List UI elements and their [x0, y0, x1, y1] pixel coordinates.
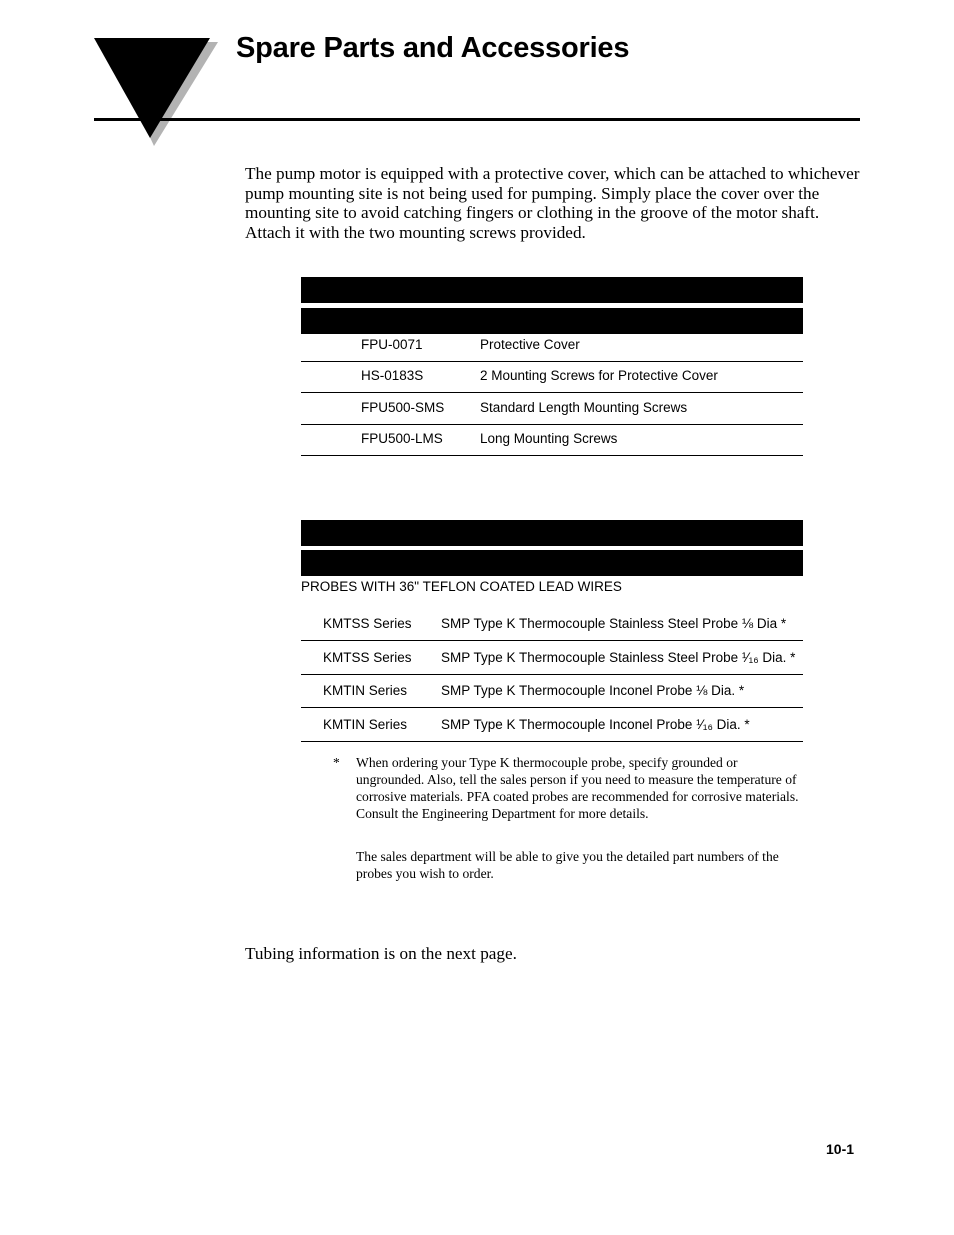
part-description: SMP Type K Thermocouple Stainless Steel Probe ⅛ Dia * [441, 616, 787, 631]
triangle-logo-icon [92, 36, 222, 151]
page-title: Spare Parts and Accessories [236, 32, 630, 64]
part-description: Long Mounting Screws [480, 431, 618, 446]
table-row [301, 608, 803, 641]
part-number: KMTSS Series [323, 650, 412, 665]
part-number: KMTIN Series [323, 717, 408, 732]
next-page-note: Tubing information is on the next page. [245, 944, 517, 963]
part-number: FPU500-LMS [361, 431, 443, 446]
part-number: FPU500-SMS [361, 400, 445, 415]
title-rule [94, 118, 860, 121]
footnote-text: When ordering your Type K thermocouple probe, specify grounded or ungrounded. Also, tell the sales person if you need to measure the temperature of corrosive materials. PFA coated probes are recommended for corrosive materials. Consult the Engineering Department for more details. [356, 755, 799, 821]
part-description: Protective Cover [480, 337, 580, 352]
part-number: FPU-0071 [361, 337, 423, 352]
table-row [301, 330, 803, 362]
part-number: KMTIN Series [323, 683, 408, 698]
part-number: KMTSS Series [323, 616, 412, 631]
part-description: 2 Mounting Screws for Protective Cover [480, 368, 718, 383]
intro-paragraph: The pump motor is equipped with a protective cover, which can be attached to whichever pump mounting site is not being used for pumping. Simply place the cover over the mounting site to avoid catching fingers or clothing in the groove of the motor shaft. Attach it with the two mounting screws provided. [245, 164, 860, 242]
table-row [301, 424, 803, 456]
part-description: SMP Type K Thermocouple Stainless Steel Probe ¹⁄₁₆ Dia. * [441, 650, 796, 665]
part-description: Standard Length Mounting Screws [480, 400, 688, 415]
footnote-marker: * [333, 755, 340, 770]
part-number: HS-0183S [361, 368, 424, 383]
table-row [301, 642, 803, 675]
table-row [301, 361, 803, 393]
footnote-text-secondary: The sales department will be able to give you the detailed part numbers of the probes you wish to order. [356, 849, 779, 881]
table-row [301, 393, 803, 425]
table-header-bar [301, 520, 803, 546]
part-description: SMP Type K Thermocouple Inconel Probe ⅛ Dia. * [441, 683, 745, 698]
table-row [301, 709, 803, 742]
probes-section-label: PROBES WITH 36" TEFLON COATED LEAD WIRES [301, 579, 622, 594]
table-header-bar [301, 277, 803, 303]
part-description: SMP Type K Thermocouple Inconel Probe ¹⁄₁₆ Dia. * [441, 717, 750, 732]
table-subheader-bar [301, 550, 803, 576]
table-row [301, 675, 803, 708]
page-number: 10-1 [826, 1141, 855, 1157]
